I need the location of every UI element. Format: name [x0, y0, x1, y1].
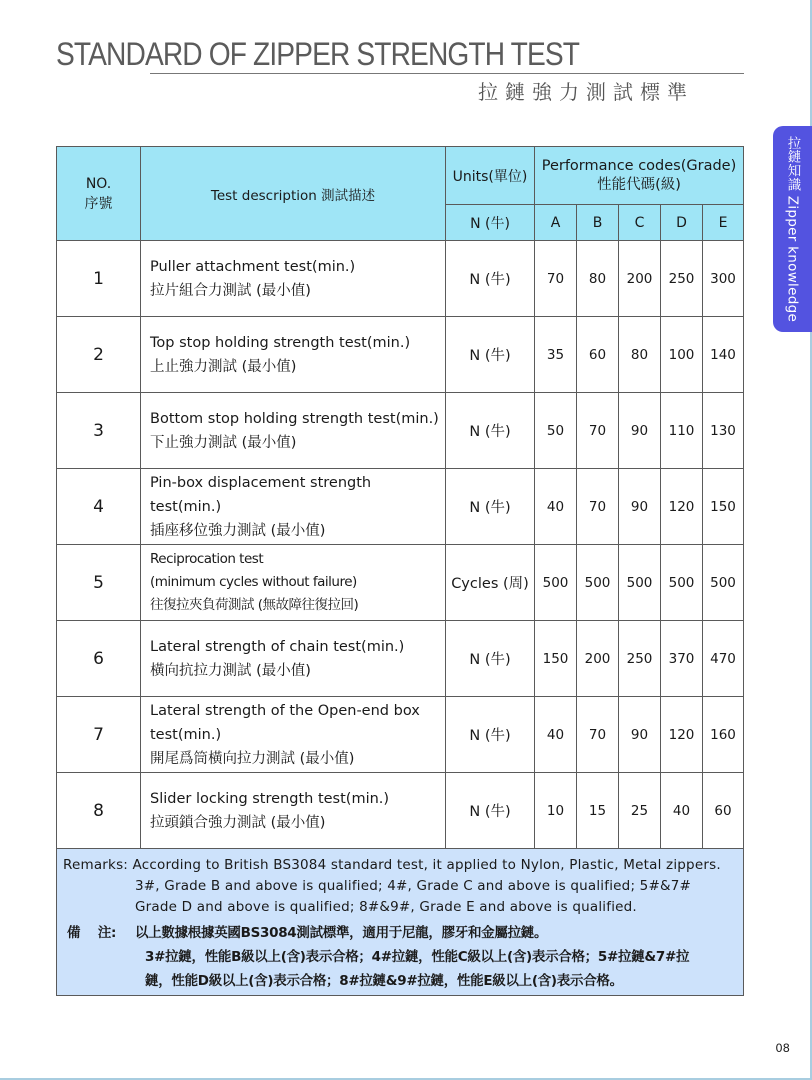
- row-unit: N (牛): [446, 621, 535, 697]
- row-unit: N (牛): [446, 697, 535, 773]
- row-number: 7: [57, 697, 141, 773]
- row-value-a: 35: [535, 317, 577, 393]
- row-unit: N (牛): [446, 469, 535, 545]
- table-row: [57, 393, 744, 469]
- title-underline: [150, 73, 744, 74]
- table-row: [57, 241, 744, 317]
- row-desc-zh: 拉頭鎖合強力測試 (最小值): [150, 814, 326, 831]
- row-desc-en: Lateral strength of the Open-end box test(min.): [150, 702, 420, 743]
- header-performance-en: Performance codes(Grade): [541, 157, 737, 174]
- row-value-e: 130: [703, 393, 744, 469]
- remarks-zh-label: 備 注:: [67, 925, 117, 941]
- header-grade-d: D: [661, 205, 703, 241]
- row-unit: Cycles (周): [446, 545, 535, 621]
- row-value-d: 250: [661, 241, 703, 317]
- row-value-d: 500: [661, 545, 703, 621]
- row-number: 5: [57, 545, 141, 621]
- row-value-b: 200: [577, 621, 619, 697]
- row-value-b: 80: [577, 241, 619, 317]
- row-number: 4: [57, 469, 141, 545]
- row-unit: N (牛): [446, 317, 535, 393]
- page-number: 08: [775, 1041, 790, 1055]
- remarks-en-line: Remarks: According to British BS3084 standard test, it applied to Nylon, Plastic, Metal zippers.: [63, 857, 721, 873]
- header-grade-a: A: [535, 205, 577, 241]
- table-row: [57, 469, 744, 545]
- row-value-b: 70: [577, 469, 619, 545]
- header-description: Test description 測試描述: [141, 147, 446, 241]
- row-number: 3: [57, 393, 141, 469]
- row-desc-en: Top stop holding strength test(min.): [150, 334, 411, 351]
- table-row: [57, 773, 744, 849]
- header-grade-b: B: [577, 205, 619, 241]
- row-value-e: 140: [703, 317, 744, 393]
- row-value-b: 70: [577, 393, 619, 469]
- row-description: [141, 241, 446, 317]
- remarks-en: [63, 855, 743, 918]
- header-performance-zh: 性能代碼(級): [597, 176, 681, 193]
- remarks-zh: [67, 921, 743, 993]
- table-row: [57, 317, 744, 393]
- row-value-c: 90: [619, 469, 661, 545]
- row-value-e: 160: [703, 697, 744, 773]
- row-description: [141, 469, 446, 545]
- header-performance: [535, 147, 744, 205]
- row-value-d: 110: [661, 393, 703, 469]
- row-desc-en: Slider locking strength test(min.): [150, 790, 390, 807]
- row-description: [141, 773, 446, 849]
- page-title: STANDARD OF ZIPPER STRENGTH TEST: [56, 36, 580, 72]
- row-desc-en: Reciprocation test: [150, 551, 264, 567]
- row-value-a: 500: [535, 545, 577, 621]
- row-number: 6: [57, 621, 141, 697]
- row-description: [141, 621, 446, 697]
- remarks-row: [57, 849, 744, 996]
- row-desc-zh: 開尾爲筒橫向拉力測試 (最小值): [150, 750, 355, 767]
- page-subtitle: 拉鏈強力測試標準: [478, 80, 694, 104]
- row-description: [141, 545, 446, 621]
- row-desc-zh: 往復拉夾負荷測試 (無故障往復拉回): [150, 597, 359, 613]
- row-value-c: 80: [619, 317, 661, 393]
- row-value-a: 40: [535, 469, 577, 545]
- row-number: 8: [57, 773, 141, 849]
- row-unit: N (牛): [446, 773, 535, 849]
- row-value-c: 500: [619, 545, 661, 621]
- header-grade-c: C: [619, 205, 661, 241]
- row-unit: N (牛): [446, 241, 535, 317]
- header-no-zh: 序號: [84, 195, 113, 212]
- row-value-b: 500: [577, 545, 619, 621]
- row-value-d: 120: [661, 697, 703, 773]
- row-value-e: 470: [703, 621, 744, 697]
- header-unit-newton: N (牛): [446, 205, 535, 241]
- row-value-c: 25: [619, 773, 661, 849]
- row-desc-en: Lateral strength of chain test(min.): [150, 638, 405, 655]
- row-value-d: 100: [661, 317, 703, 393]
- row-desc-zh: 上止強力測試 (最小值): [150, 358, 297, 375]
- row-desc-zh: 下止強力測試 (最小值): [150, 434, 297, 451]
- row-desc-zh: 拉片組合力測試 (最小值): [150, 282, 311, 299]
- row-value-a: 10: [535, 773, 577, 849]
- remarks: [57, 849, 744, 996]
- strength-test-table: [56, 146, 744, 996]
- row-value-a: 40: [535, 697, 577, 773]
- header-units: Units(單位): [446, 147, 535, 205]
- remarks-en-line: 3#, Grade B and above is qualified; 4#, Grade C and above is qualified; 5#&7#: [135, 878, 692, 894]
- header-no: [57, 147, 141, 241]
- row-value-a: 150: [535, 621, 577, 697]
- row-desc-en: Puller attachment test(min.): [150, 258, 356, 275]
- remarks-zh-line: 以上數據根據英國BS3084測試標準，適用于尼龍，膠牙和金屬拉鏈。: [135, 925, 548, 941]
- table-row: [57, 697, 744, 773]
- row-desc-zh: 橫向抗拉力測試 (最小值): [150, 662, 311, 679]
- row-desc-zh: 插座移位強力測試 (最小值): [150, 522, 326, 539]
- row-value-e: 300: [703, 241, 744, 317]
- row-desc-en: Pin-box displacement strength test(min.): [150, 474, 372, 515]
- remarks-zh-line: 3#拉鏈，性能B級以上(含)表示合格；4#拉鏈，性能C級以上(含)表示合格；5#拉鏈&7#拉: [145, 949, 690, 965]
- row-value-a: 50: [535, 393, 577, 469]
- row-value-b: 60: [577, 317, 619, 393]
- header-no-en: NO.: [85, 175, 112, 192]
- side-tab-zipper-knowledge[interactable]: 拉鏈知識 Zipper knowledge: [773, 126, 812, 332]
- row-number: 1: [57, 241, 141, 317]
- row-value-c: 90: [619, 697, 661, 773]
- row-value-e: 150: [703, 469, 744, 545]
- row-value-d: 40: [661, 773, 703, 849]
- row-value-c: 200: [619, 241, 661, 317]
- row-number: 2: [57, 317, 141, 393]
- row-value-b: 70: [577, 697, 619, 773]
- table-row: [57, 621, 744, 697]
- row-description: [141, 317, 446, 393]
- row-desc-en: Bottom stop holding strength test(min.): [150, 410, 439, 427]
- row-value-e: 60: [703, 773, 744, 849]
- row-value-c: 90: [619, 393, 661, 469]
- row-value-a: 70: [535, 241, 577, 317]
- row-value-e: 500: [703, 545, 744, 621]
- remarks-en-line: Grade D and above is qualified; 8#&9#, Grade E and above is qualified.: [135, 899, 637, 915]
- row-value-c: 250: [619, 621, 661, 697]
- row-value-d: 120: [661, 469, 703, 545]
- row-value-d: 370: [661, 621, 703, 697]
- row-description: [141, 393, 446, 469]
- remarks-zh-line: 鏈，性能D級以上(含)表示合格；8#拉鏈&9#拉鏈，性能E級以上(含)表示合格。: [145, 973, 623, 989]
- row-unit: N (牛): [446, 393, 535, 469]
- row-desc-en-detail: (minimum cycles without failure): [150, 574, 357, 590]
- header-grade-e: E: [703, 205, 744, 241]
- table-row: [57, 545, 744, 621]
- row-value-b: 15: [577, 773, 619, 849]
- row-description: [141, 697, 446, 773]
